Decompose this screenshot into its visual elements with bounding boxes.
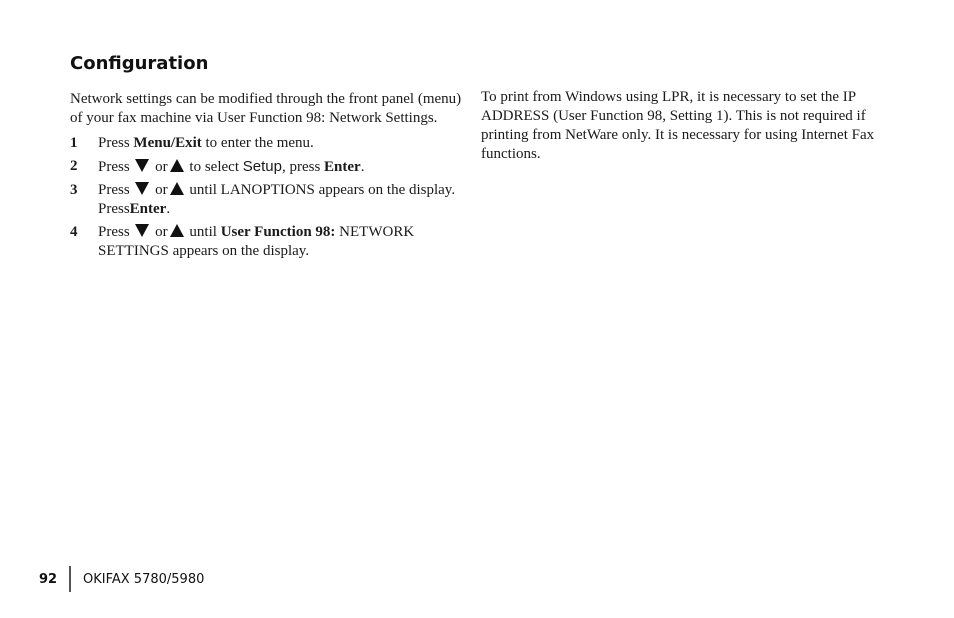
lpr-paragraph: To print from Windows using LPR, it is necessary to set the IP ADDRESS (User Function 98, Setting 1). This is not required if printing from NetWare only. It is necessary for using Internet Fax functions. <box>481 89 875 162</box>
up-arrow-icon <box>170 182 184 195</box>
step-4 <box>70 223 465 261</box>
step-text: or <box>155 182 168 198</box>
step-text: or <box>155 224 168 240</box>
step-text: Press <box>98 159 130 175</box>
page-footer <box>39 566 204 592</box>
key-label: Enter <box>324 159 361 175</box>
product-name: OKIFAX 5780/5980 <box>83 571 205 587</box>
down-arrow-icon <box>135 224 149 237</box>
step-text: until LANOPTIONS appears on the display. Press <box>98 182 456 217</box>
footer-divider <box>69 566 71 592</box>
step-number: 2 <box>70 158 78 174</box>
page-number: 92 <box>39 571 58 587</box>
step-number: 4 <box>70 224 78 240</box>
step-number: 1 <box>70 135 78 151</box>
step-text: or <box>155 159 168 175</box>
step-list <box>70 134 465 261</box>
intro-paragraph: Network settings can be modified through the front panel (menu) of your fax machine via User Function 98: Network Settings. <box>70 91 462 126</box>
step-text: until <box>189 224 217 240</box>
step-text: to enter the menu. <box>205 135 314 151</box>
step-number: 3 <box>70 182 78 198</box>
key-label: Menu/Exit <box>133 135 202 151</box>
step-text: Press <box>98 182 130 198</box>
step-text: Press <box>98 135 130 151</box>
section-heading: Configuration <box>70 53 209 74</box>
step-2 <box>70 157 465 177</box>
right-column <box>481 88 876 164</box>
down-arrow-icon <box>135 182 149 195</box>
step-text: to select <box>189 159 239 175</box>
up-arrow-icon <box>170 224 184 237</box>
step-text: . <box>360 159 365 175</box>
left-column <box>70 90 465 265</box>
step-3 <box>70 181 465 219</box>
function-label: User Function 98: <box>220 224 336 240</box>
step-text: , press <box>281 159 321 175</box>
step-text: . <box>166 201 171 217</box>
step-text: NETWORK SETTINGS appears on the display. <box>98 224 415 259</box>
step-1 <box>70 134 465 153</box>
menu-value: Setup <box>242 158 282 175</box>
step-text: Press <box>98 224 130 240</box>
up-arrow-icon <box>170 159 184 172</box>
down-arrow-icon <box>135 159 149 172</box>
key-label: Enter <box>129 201 167 217</box>
